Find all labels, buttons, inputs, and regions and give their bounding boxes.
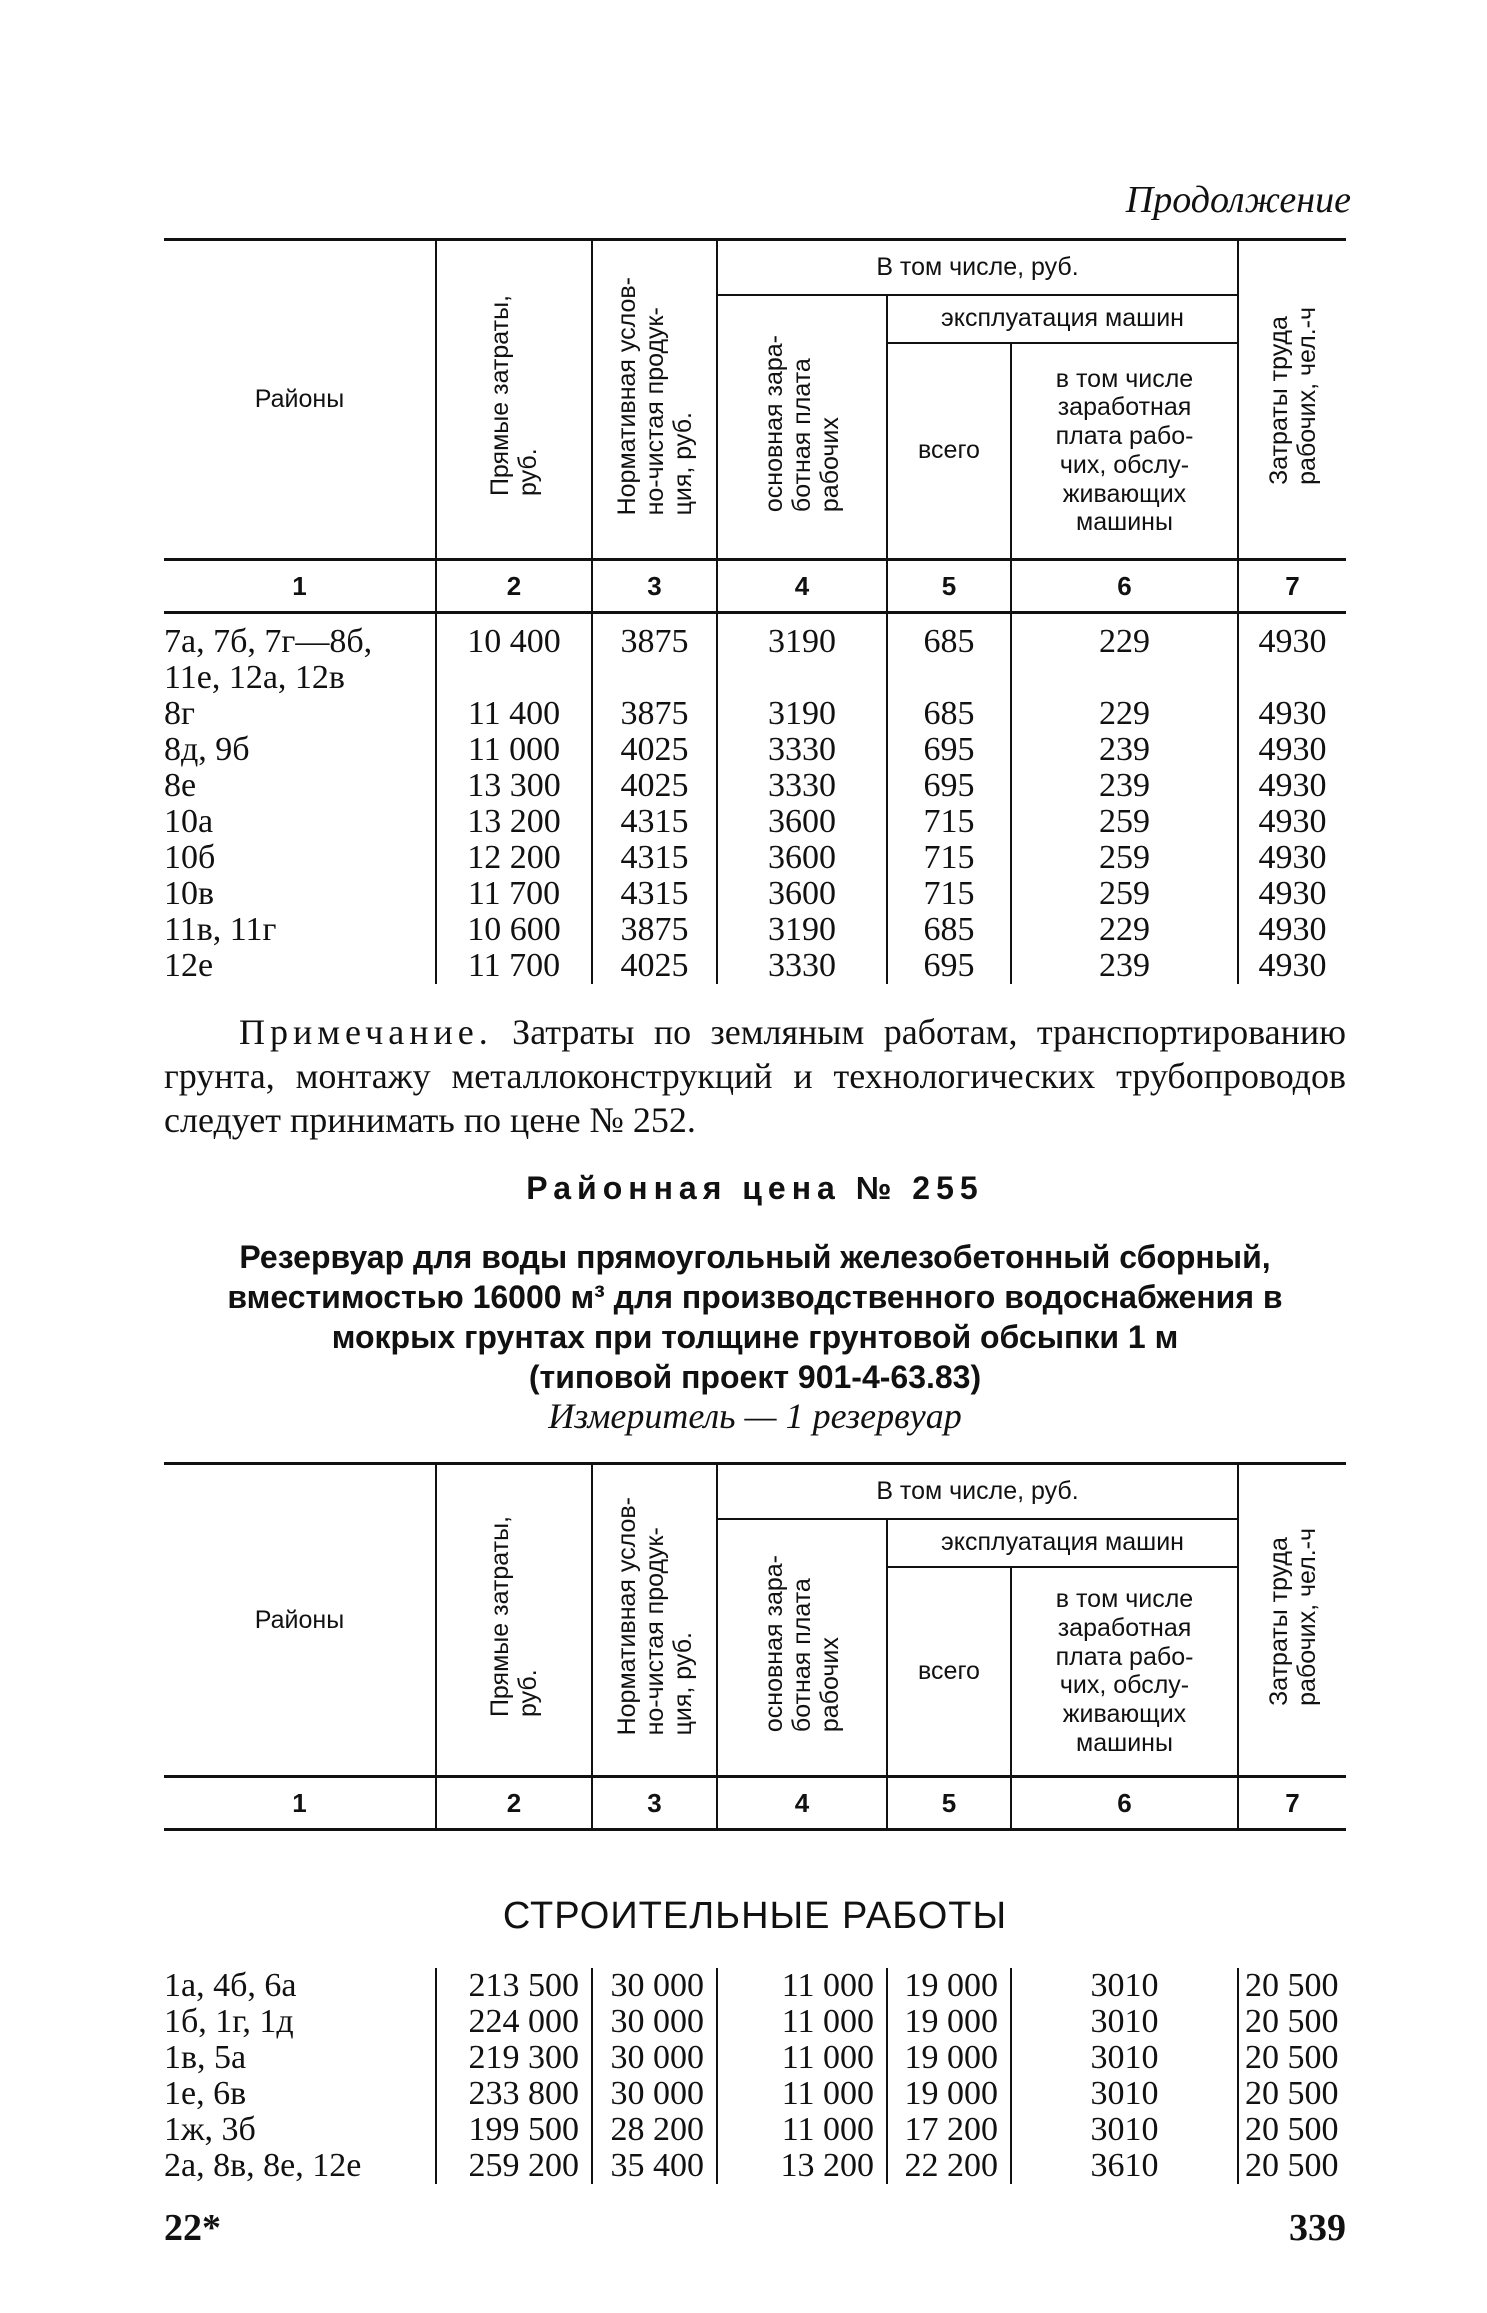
direct-costs-cell: 213 500: [436, 1968, 592, 2004]
table-row: [164, 768, 1346, 804]
district-cell: 10б: [164, 839, 216, 876]
incl-wage-cell: 3610: [1011, 2148, 1238, 2184]
district-cell: 8г: [164, 695, 195, 732]
base-wage-cell: 3330: [717, 768, 887, 804]
direct-costs-cell: 12 200: [436, 840, 592, 876]
incl-wage-cell: 229: [1011, 624, 1238, 660]
header-districts: Районы: [164, 240, 436, 560]
direct-costs-cell: 11 400: [436, 696, 592, 732]
machine-total-cell: 715: [887, 840, 1011, 876]
table-row: [164, 1968, 1346, 2004]
price-subject: [164, 1237, 1346, 1397]
col-number-5: 5: [887, 560, 1011, 613]
labor-cell: 4930: [1238, 624, 1346, 660]
district-cell: 8е: [164, 767, 197, 804]
normative-cell: [592, 660, 717, 696]
subject-line-1: Резервуар для воды прямоугольный железобетонный сборный,: [239, 1239, 1271, 1275]
labor-cell: 4930: [1238, 696, 1346, 732]
col-number-4: 4: [717, 1777, 887, 1830]
table-row: [164, 660, 1346, 696]
normative-cell: 3875: [592, 912, 717, 948]
table-row: [164, 840, 1346, 876]
incl-wage-cell: [1011, 660, 1238, 696]
district-cell: 10а: [164, 803, 214, 840]
table-row: [164, 804, 1346, 840]
incl-wage-cell: 3010: [1011, 1968, 1238, 2004]
labor-cell: 20 500: [1238, 2004, 1346, 2040]
incl-wage-cell: 3010: [1011, 2076, 1238, 2112]
normative-cell: 4025: [592, 732, 717, 768]
base-wage-cell: 11 000: [717, 2004, 887, 2040]
machine-total-cell: 19 000: [887, 2004, 1011, 2040]
measure-unit: Измеритель — 1 резервуар: [548, 1396, 962, 1436]
col-number-5: 5: [887, 1777, 1011, 1830]
machine-total-cell: 695: [887, 732, 1011, 768]
base-wage-cell: 11 000: [717, 2076, 887, 2112]
district-cell: 11в, 11г: [164, 911, 277, 948]
incl-wage-cell: 259: [1011, 876, 1238, 912]
col-number-7: 7: [1238, 560, 1346, 613]
col-number-1: 1: [164, 560, 436, 613]
header-labor: Затраты труда рабочих, чел.-ч: [1238, 1464, 1346, 1777]
col-number-1: 1: [164, 1777, 436, 1830]
direct-costs-cell: 11 000: [436, 732, 592, 768]
normative-cell: 3875: [592, 624, 717, 660]
normative-cell: 3875: [592, 696, 717, 732]
machine-total-cell: 19 000: [887, 1968, 1011, 2004]
header-direct-costs: Прямые затраты, руб.: [436, 1464, 592, 1777]
table-row: [164, 948, 1346, 984]
base-wage-cell: 3600: [717, 840, 887, 876]
header-machine-op: эксплуатация машин: [887, 295, 1238, 343]
table-row: [164, 876, 1346, 912]
header-districts: Районы: [164, 1464, 436, 1777]
table-row: [164, 2076, 1346, 2112]
direct-costs-cell: 219 300: [436, 2040, 592, 2076]
direct-costs-cell: 224 000: [436, 2004, 592, 2040]
table-row: [164, 624, 1346, 660]
col-number-3: 3: [592, 1777, 717, 1830]
normative-cell: 4315: [592, 804, 717, 840]
section-title: СТРОИТЕЛЬНЫЕ РАБОТЫ: [502, 1895, 1008, 1937]
price-table-2-body: [164, 1968, 1346, 2184]
base-wage-cell: 3600: [717, 876, 887, 912]
direct-costs-cell: 199 500: [436, 2112, 592, 2148]
incl-wage-cell: 3010: [1011, 2040, 1238, 2076]
base-wage-cell: 11 000: [717, 2112, 887, 2148]
machine-total-cell: 685: [887, 696, 1011, 732]
col-number-2: 2: [436, 1777, 592, 1830]
incl-wage-cell: 239: [1011, 732, 1238, 768]
base-wage-cell: 3330: [717, 948, 887, 984]
machine-total-cell: 19 000: [887, 2040, 1011, 2076]
table2-body: [164, 1968, 1346, 2184]
direct-costs-cell: 13 300: [436, 768, 592, 804]
machine-total-cell: 22 200: [887, 2148, 1011, 2184]
labor-cell: 4930: [1238, 948, 1346, 984]
labor-cell: 20 500: [1238, 2112, 1346, 2148]
header-labor: Затраты труда рабочих, чел.-ч: [1238, 240, 1346, 560]
base-wage-cell: 3330: [717, 732, 887, 768]
col-number-2: 2: [436, 560, 592, 613]
district-cell: 7а, 7б, 7г—8б,: [164, 623, 373, 660]
subject-line-2: вместимостью 16000 м³ для производственного водоснабжения в: [227, 1279, 1283, 1315]
labor-cell: 4930: [1238, 732, 1346, 768]
incl-wage-cell: 259: [1011, 804, 1238, 840]
base-wage-cell: 3600: [717, 804, 887, 840]
normative-cell: 35 400: [592, 2148, 717, 2184]
col-number-6: 6: [1011, 1777, 1238, 1830]
table-row: [164, 732, 1346, 768]
normative-cell: 28 200: [592, 2112, 717, 2148]
table1-body: [164, 613, 1346, 985]
direct-costs-cell: 233 800: [436, 2076, 592, 2112]
price-table-1: [164, 238, 1346, 984]
incl-wage-cell: 239: [1011, 768, 1238, 804]
price-title: Районная цена № 255: [526, 1170, 984, 1206]
direct-costs-cell: 10 600: [436, 912, 592, 948]
direct-costs-cell: 11 700: [436, 948, 592, 984]
incl-wage-cell: 3010: [1011, 2004, 1238, 2040]
header-incl-wage: в том числе заработная плата рабо- чих, обслу- живающих машины: [1011, 1567, 1238, 1777]
incl-wage-cell: 229: [1011, 912, 1238, 948]
normative-cell: 30 000: [592, 2004, 717, 2040]
header-normative-net: Нормативная услов- но-чистая продук- ция, руб.: [592, 240, 717, 560]
labor-cell: 20 500: [1238, 2076, 1346, 2112]
col-number-4: 4: [717, 560, 887, 613]
header-total: всего: [887, 343, 1011, 560]
machine-total-cell: 715: [887, 804, 1011, 840]
col-number-6: 6: [1011, 560, 1238, 613]
machine-total-cell: 685: [887, 624, 1011, 660]
direct-costs-cell: 10 400: [436, 624, 592, 660]
incl-wage-cell: 3010: [1011, 2112, 1238, 2148]
header-base-wage: основная зара- ботная плата рабочих: [717, 1519, 887, 1777]
table-row: [164, 2112, 1346, 2148]
district-cell: 1а, 4б, 6а: [164, 1967, 297, 2004]
district-cell: 1б, 1г, 1д: [164, 2003, 294, 2040]
table-row: [164, 2040, 1346, 2076]
direct-costs-cell: 259 200: [436, 2148, 592, 2184]
incl-wage-cell: 259: [1011, 840, 1238, 876]
header-direct-costs: Прямые затраты, руб.: [436, 240, 592, 560]
subject-line-3: мокрых грунтах при толщине грунтовой обсыпки 1 м: [331, 1319, 1179, 1355]
district-cell: 1в, 5а: [164, 2039, 247, 2076]
header-machine-op: эксплуатация машин: [887, 1519, 1238, 1567]
district-cell: 2а, 8в, 8е, 12е: [164, 2147, 362, 2184]
normative-cell: 30 000: [592, 1968, 717, 2004]
labor-cell: 20 500: [1238, 2148, 1346, 2184]
district-cell: 10в: [164, 875, 215, 912]
normative-cell: 30 000: [592, 2076, 717, 2112]
machine-total-cell: [887, 660, 1011, 696]
machine-total-cell: 685: [887, 912, 1011, 948]
labor-cell: 20 500: [1238, 1968, 1346, 2004]
continuation-label: Продолжение: [1125, 179, 1351, 221]
direct-costs-cell: 13 200: [436, 804, 592, 840]
machine-total-cell: 695: [887, 948, 1011, 984]
machine-total-cell: 19 000: [887, 2076, 1011, 2112]
normative-cell: 4315: [592, 876, 717, 912]
machine-total-cell: 695: [887, 768, 1011, 804]
labor-cell: 4930: [1238, 912, 1346, 948]
machine-total-cell: 715: [887, 876, 1011, 912]
base-wage-cell: 3190: [717, 912, 887, 948]
labor-cell: 20 500: [1238, 2040, 1346, 2076]
table-row: [164, 2004, 1346, 2040]
labor-cell: 4930: [1238, 768, 1346, 804]
subject-line-4: (типовой проект 901-4-63.83): [528, 1359, 982, 1395]
signature-mark: 22*: [164, 2207, 221, 2249]
header-base-wage: основная зара- ботная плата рабочих: [717, 295, 887, 560]
district-cell: 1ж, 3б: [164, 2111, 256, 2148]
header-incl-wage: в том числе заработная плата рабо- чих, обслу- живающих машины: [1011, 343, 1238, 560]
base-wage-cell: 11 000: [717, 2040, 887, 2076]
col-number-7: 7: [1238, 1777, 1346, 1830]
col-number-3: 3: [592, 560, 717, 613]
labor-cell: 4930: [1238, 876, 1346, 912]
base-wage-cell: 13 200: [717, 2148, 887, 2184]
normative-cell: 4315: [592, 840, 717, 876]
note-text: Затраты по земляным работам, транспортированию грунта, монтажу металлоконструкций и технологических трубопроводов следует принимать по цене № 252.: [164, 1012, 1346, 1140]
header-total: всего: [887, 1567, 1011, 1777]
note-label: Примечание.: [239, 1012, 493, 1052]
base-wage-cell: 3190: [717, 624, 887, 660]
header-normative-net: Нормативная услов- но-чистая продук- ция, руб.: [592, 1464, 717, 1777]
header-including: В том числе, руб.: [717, 1464, 1238, 1519]
labor-cell: [1238, 660, 1346, 696]
table-row: [164, 912, 1346, 948]
incl-wage-cell: 229: [1011, 696, 1238, 732]
normative-cell: 4025: [592, 768, 717, 804]
machine-total-cell: 17 200: [887, 2112, 1011, 2148]
base-wage-cell: [717, 660, 887, 696]
base-wage-cell: 11 000: [717, 1968, 887, 2004]
district-cell: 8д, 9б: [164, 731, 250, 768]
normative-cell: 4025: [592, 948, 717, 984]
incl-wage-cell: 239: [1011, 948, 1238, 984]
direct-costs-cell: [436, 660, 592, 696]
district-cell: 12е: [164, 947, 214, 984]
table-row: [164, 2148, 1346, 2184]
header-including: В том числе, руб.: [717, 240, 1238, 295]
normative-cell: 30 000: [592, 2040, 717, 2076]
direct-costs-cell: 11 700: [436, 876, 592, 912]
price-table-2: [164, 1462, 1346, 1831]
labor-cell: 4930: [1238, 804, 1346, 840]
district-cell: 11е, 12а, 12в: [164, 659, 345, 696]
page-number: 339: [1289, 2207, 1346, 2249]
table1-note: [164, 1010, 1346, 1142]
labor-cell: 4930: [1238, 840, 1346, 876]
base-wage-cell: 3190: [717, 696, 887, 732]
table-row: [164, 696, 1346, 732]
district-cell: 1е, 6в: [164, 2075, 247, 2112]
